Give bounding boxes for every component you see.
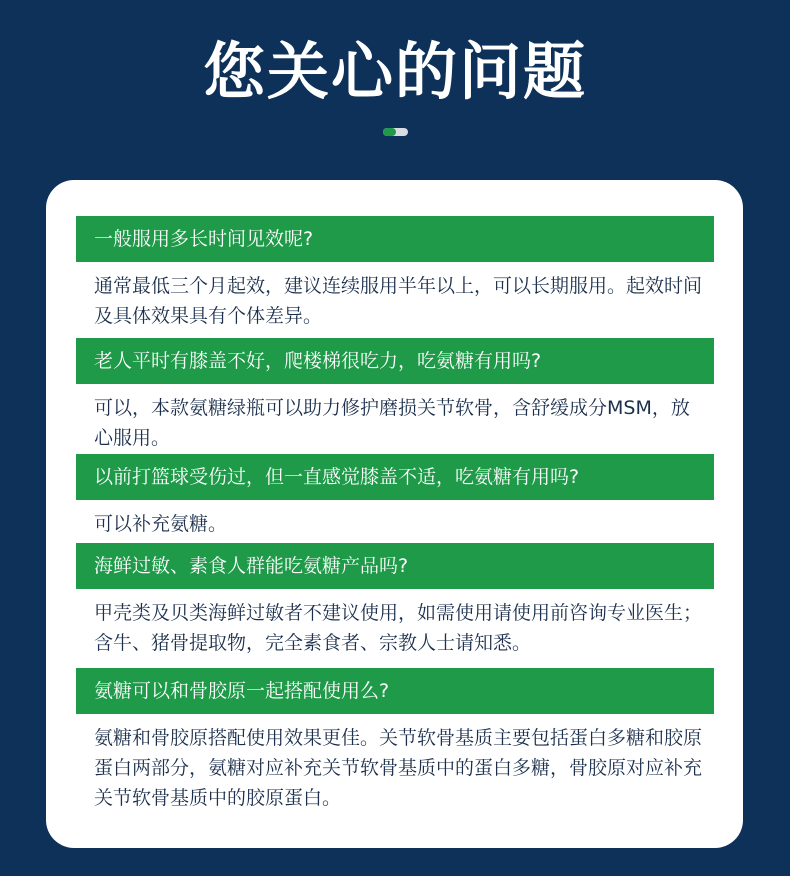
- faq-answer: 通常最低三个月起效，建议连续服用半年以上，可以长期服用。起效时间及具体效果具有个体差异。: [94, 275, 703, 327]
- faq-question: 老人平时有膝盖不好，爬楼梯很吃力，吃氨糖有用吗?: [76, 338, 714, 384]
- faq-answer: 可以，本款氨糖绿瓶可以助力修护磨损关节软骨，含舒缓成分MSM，放心服用。: [94, 397, 690, 449]
- faq-question: 海鲜过敏、素食人群能吃氨糖产品吗?: [76, 543, 714, 589]
- page-title: 您关心的问题: [202, 35, 587, 108]
- faq-question: 氨糖可以和骨胶原一起搭配使用么?: [76, 668, 714, 714]
- faq-item: [76, 338, 714, 453]
- faq-item: [76, 543, 714, 658]
- faq-item: [76, 668, 714, 813]
- faq-card: [46, 180, 743, 848]
- faq-question: 一般服用多长时间见效呢?: [76, 216, 714, 262]
- faq-answer: 可以补充氨糖。: [94, 513, 228, 535]
- faq-answer: 氨糖和骨胶原搭配使用效果更佳。关节软骨基质主要包括蛋白多糖和胶原蛋白两部分，氨糖对应补充关节软骨基质中的蛋白多糖，骨胶原对应补充关节软骨基质中的胶原蛋白。: [94, 727, 703, 809]
- faq-question: 以前打篮球受伤过，但一直感觉膝盖不适，吃氨糖有用吗?: [76, 454, 714, 500]
- carousel-indicator: [383, 128, 408, 136]
- faq-answer: 甲壳类及贝类海鲜过敏者不建议使用，如需使用请使用前咨询专业医生；含牛、猪骨提取物，完全素食者、宗教人士请知悉。: [94, 602, 703, 654]
- carousel-indicator-active: [383, 128, 396, 136]
- faq-item: [76, 454, 714, 539]
- faq-item: [76, 216, 714, 331]
